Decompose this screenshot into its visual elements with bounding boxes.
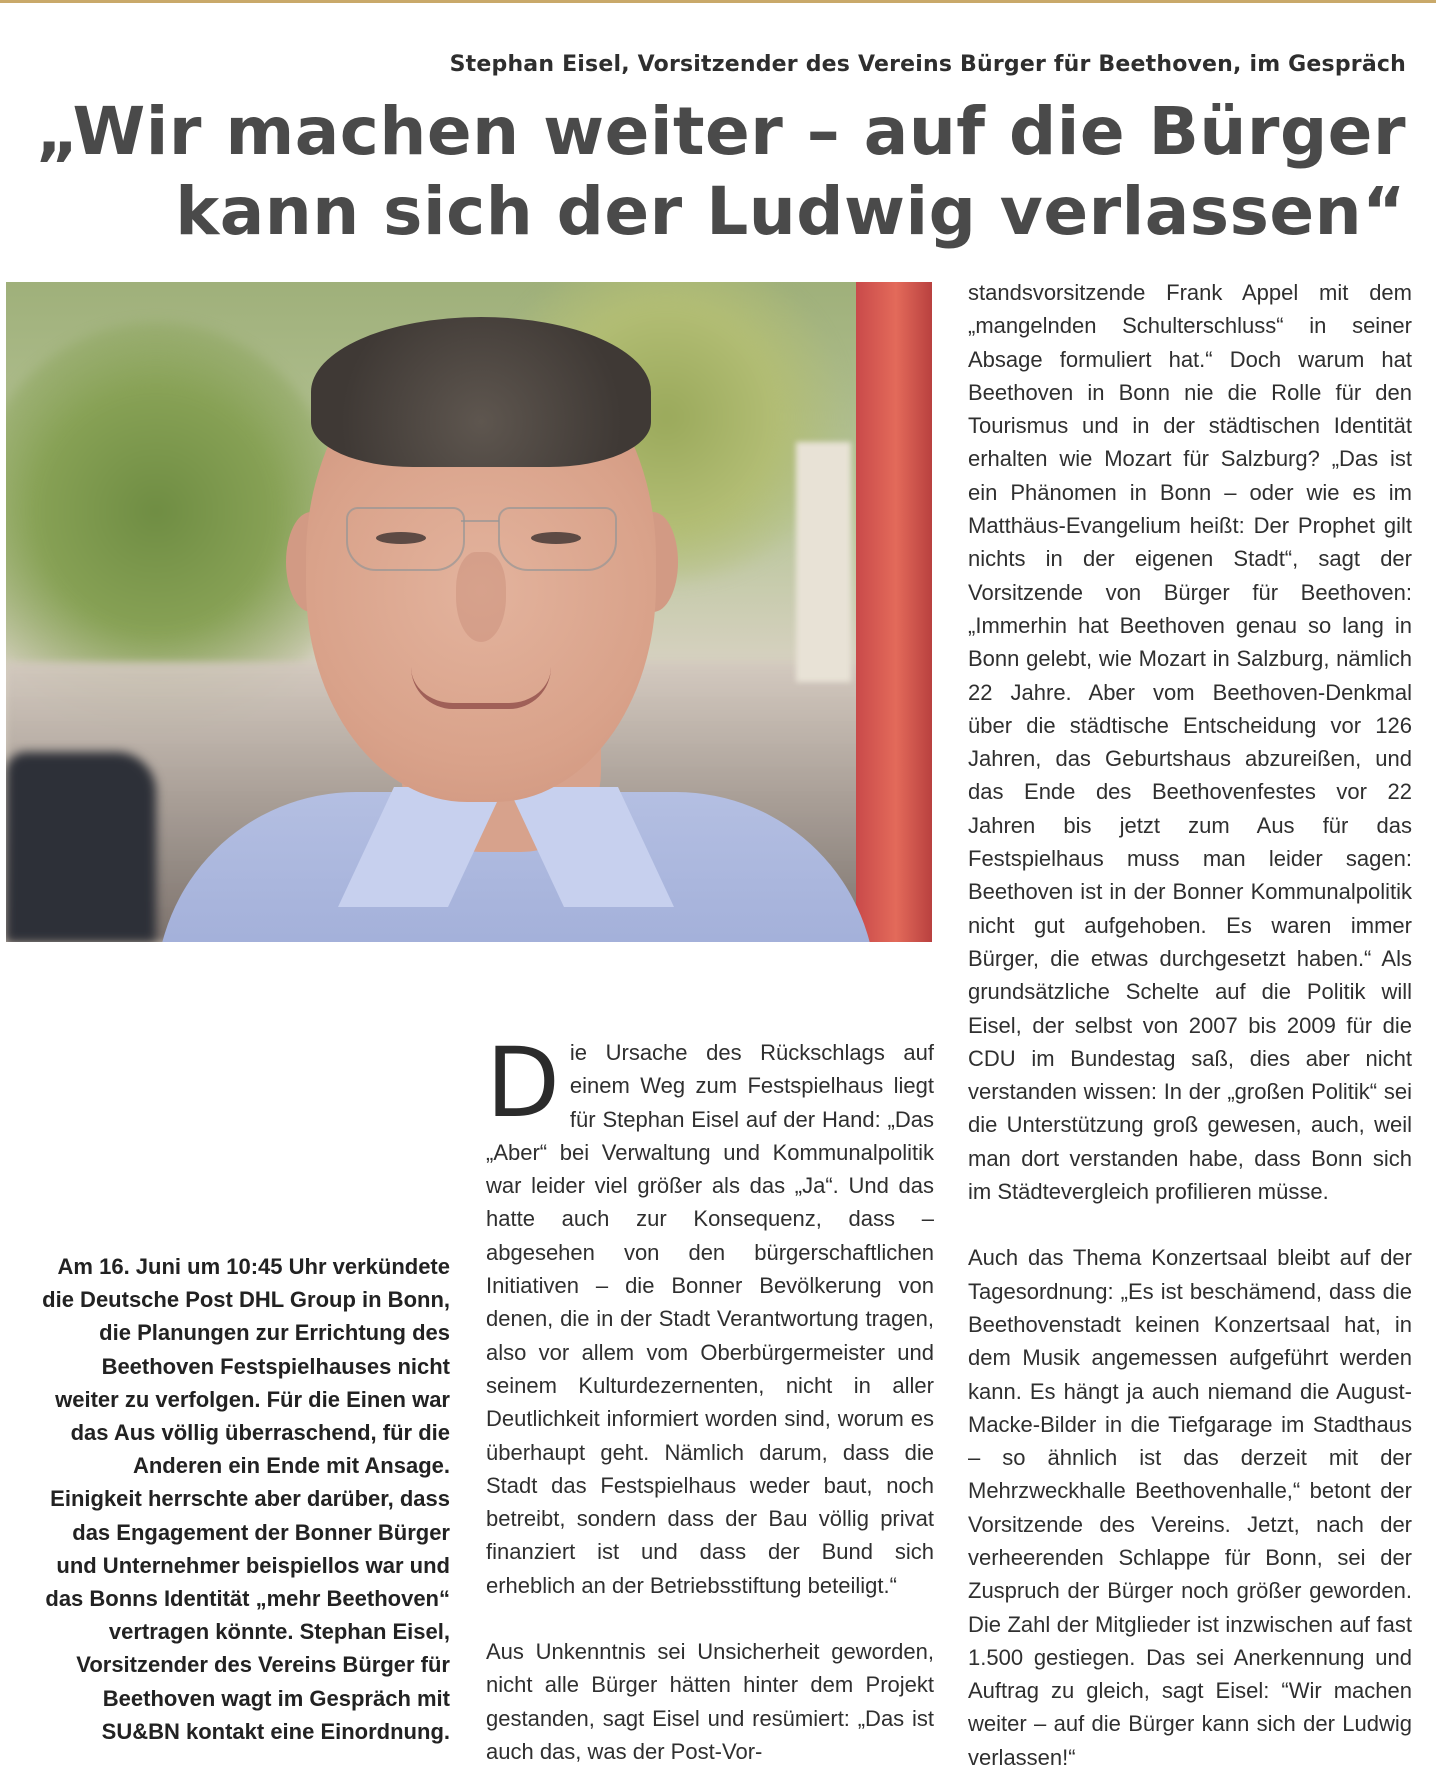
photo-hair [311,317,651,467]
headline-line-2: kann sich der Ludwig verlassen“ [175,173,1406,250]
body-paragraph-1-text: ie Ursache des Rückschlags auf einem Weg zum Festspielhaus liegt für Stephan Eisel auf der Hand: „Das „Aber“ bei Verwaltung und Kommunalpolitik war leider viel größer als das „Ja“. Und das hatte auch zur Konsequenz, dass – abgesehen von den bürgerschaftlichen Initiativen – die Bonner Bevölkerung von denen, die in der Stadt Verantwortung tragen, also vor allem vom Oberbürgermeister und seinem Kulturdezernenten, nicht in aller Deutlichkeit informiert worden sind, worum es überhaupt geht. Nämlich darum, dass die Stadt das Festspielhaus weder baut, noch betreibt, sondern dass der Bau völlig privat finanziert ist und dass der Bund sich erheblich an der Betriebsstiftung beteiligt.“ [486,1040,934,1598]
body-column-middle [486,1027,934,1768]
photo-red-wall [856,282,932,942]
top-rule [0,0,1436,3]
body-paragraph-1 [486,1027,934,1602]
photo-glasses-right [498,507,617,571]
body-paragraph-2-cont: standsvorsitzende Frank Appel mit dem „mangelnden Schulterschluss“ in seiner Absage formuliert hat.“ Doch warum hat Beethoven in Bonn nie die Rolle für den Tourismus und in der städtischen Identität erhalten wie Mozart für Salzburg? „Das ist ein Phänomen in Bonn – oder wie es im Matthäus-Evangelium heißt: Der Prophet gilt nichts in der eigenen Stadt“, sagt der Vorsitzende von Bürger für Beethoven: „Immerhin hat Beethoven genau so lang in Bonn gelebt, wie Mozart in Salzburg, nämlich 22 Jahre. Aber vom Beethoven-Denkmal über die städtische Entscheidung vor 126 Jahren, das Geburtshaus abzureißen, und das Ende des Beethovenfestes vor 22 Jahren bis jetzt zum Aus für das Festspielhaus muss man leider sagen: Beethoven ist in der Bonner Kommunalpolitik nicht gut aufgehoben. Es waren immer Bürger, die etwas durchgesetzt haben.“ Als grundsätzliche Schelte auf die Politik will Eisel, der selbst von 2007 bis 2009 für die CDU im Bundestag saß, dies aber nicht verstanden wissen: In der „großen Politik“ sei die Unterstützung groß gewesen, auch, weil man dort verstanden habe, dass Bonn sich im Städtevergleich profilieren müsse. [968,280,1412,1205]
photo-smile [411,667,551,709]
photo-car [6,752,156,942]
body-paragraph-3: Auch das Thema Konzertsaal bleibt auf der Tagesordnung: „Es ist beschämend, dass die Beethovenstadt keinen Konzertsaal hat, in dem Musik angemessen aufgeführt werden kann. Es hängt ja auch niemand die August-Macke-Bilder in die Tiefgarage im Stadthaus – so ähnlich ist das derzeit mit der Mehrzweckhalle Beethovenhalle,“ betont der Vorsitzende des Vereins. Jetzt, nach der verheerenden Schlappe für Bonn, sei der Zuspruch der Bürger noch größer geworden. Die Zahl der Mitglieder ist inzwischen auf fast 1.500 gestiegen. Das sei Anerkennung und Auftrag zu gleich, sagt Eisel: “Wir machen weiter – auf die Bürger kann sich der Ludwig verlassen!“ [968,1245,1412,1770]
article-intro: Am 16. Juni um 10:45 Uhr verkündete die Deutsche Post DHL Group in Bonn, die Planungen zur Errichtung des Beethoven Festspielhauses nicht weiter zu verfolgen. Für die Einen war das Aus völlig überraschend, für die Anderen ein Ende mit Ansage. Einigkeit herrschte aber darüber, dass das Engagement der Bonner Bürger und Unternehmer beispiellos war und das Bonns Identität „mehr Beethoven“ vertragen könnte. Stephan Eisel, Vorsitzender des Vereins Bürger für Beethoven wagt im Gespräch mit SU&BN kontakt eine Einordnung. [42,1254,450,1744]
portrait-photo [6,282,932,942]
photo-sign [796,442,851,682]
photo-glasses-bridge [461,520,499,522]
photo-nose [456,552,506,642]
article-kicker: Stephan Eisel, Vorsitzender des Vereins Bürger für Beethoven, im Gespräch [449,52,1406,77]
body-column-right [968,276,1412,1774]
body-paragraph-2-start: Aus Unkenntnis sei Unsicherheit geworden, nicht alle Bürger hätten hinter dem Projekt gestanden, sagt Eisel und resümiert: „Das ist auch das, was der Post-Vor- [486,1639,934,1764]
photo-glasses-left [346,507,465,571]
article-headline [6,92,1406,252]
headline-line-1: „Wir machen weiter – auf die Bürger [35,93,1406,170]
drop-cap: D [486,1027,560,1139]
